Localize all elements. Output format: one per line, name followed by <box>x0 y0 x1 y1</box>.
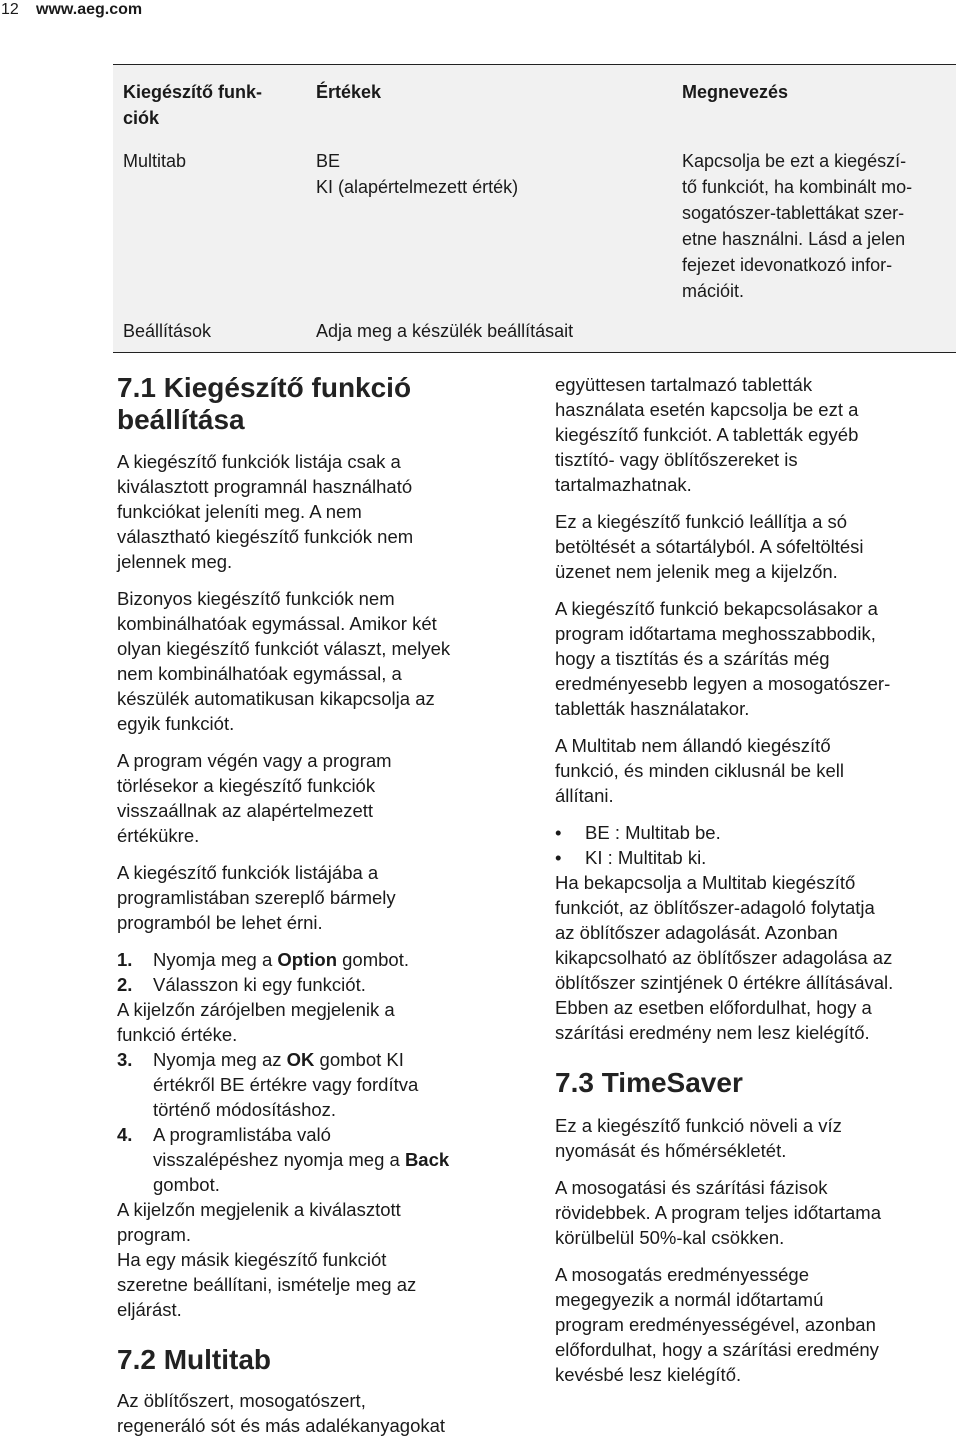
table-row-settings-value: Adja meg a készülék beállításait <box>316 321 574 341</box>
paragraph: A kiegészítő funkció bekapcsolásakor a program időtartama meghosszabbodik, hogy a tisztítás és a szárítás még eredményesebb legyen a mosogatószer- tabletták használatakor. <box>555 598 891 719</box>
bullet-icon: • <box>555 822 562 843</box>
step-4-note: A kijelzőn megjelenik a kiválasztott program. Ha egy másik kiegészítő funkciót szeretne beállítani, ismételje meg az eljárást. <box>117 1199 417 1320</box>
steps-list <box>117 947 517 1322</box>
section-heading-7-1: 7.1 Kiegészítő funkció beállítása <box>117 372 412 435</box>
table-row-multitab-description: Kapcsolja be ezt a kiegészí- tő funkciót, ha kombinált mo- sogatószer-tablettákat szer- etne használni. Lásd a jelen fejezet idevonatkozó infor- mációit. <box>682 151 913 301</box>
paragraph: A mosogatási és szárítási fázisok rövidebbek. A program teljes időtartama körülbelül 50%-kal csökken. <box>555 1177 881 1248</box>
right-column <box>555 372 960 1387</box>
functions-table <box>113 64 956 353</box>
paragraph: A mosogatás eredményessége megegyezik a normál időtartamú program eredményességével, azonban előfordulhat, hogy a szárítási eredmény kevésbé lesz kielégítő. <box>555 1264 879 1385</box>
page-number: 12 <box>1 1 19 18</box>
paragraph: A kiegészítő funkciók listájába a programlistában szereplő bármely programból be lehet érni. <box>117 862 396 933</box>
step-3: 3. Nyomja meg az OK gombot KI értékről BE értékre vagy fordítva történő módosításhoz. <box>117 1049 419 1120</box>
list-item: • BE : Multitab be. <box>555 822 721 843</box>
table-header-functions: Kiegészítő funk- ciók <box>123 82 263 128</box>
section-heading-7-3: 7.3 TimeSaver <box>555 1067 743 1098</box>
page-header <box>0 0 960 22</box>
paragraph: A program végén vagy a program törlésekor a kiegészítő funkciók visszaállnak az alapértelmezett értékükre. <box>117 750 392 846</box>
step-2-note: A kijelzőn zárójelben megjelenik a funkció értéke. <box>117 999 395 1045</box>
list-item: • KI : Multitab ki. <box>555 847 707 868</box>
bullet-icon: • <box>555 847 562 868</box>
paragraph: együttesen tartalmazó tabletták használata esetén kapcsolja be ezt a kiegészítő funkciót. A tabletták egyéb tisztító- vagy öblítőszereket is tartalmazhatnak. <box>555 374 859 495</box>
left-column <box>117 372 517 1438</box>
table-header-description: Megnevezés <box>682 82 789 102</box>
table-header-values: Értékek <box>316 82 382 102</box>
website-link[interactable]: www.aeg.com <box>36 1 143 18</box>
step-2: 2. Válasszon ki egy funkciót. <box>117 974 366 995</box>
paragraph: A kiegészítő funkciók listája csak a kiválasztott programnál használható funkciókat jeleníti meg. A nem választható kiegészítő funkciók nem jelennek meg. <box>117 451 414 572</box>
table-row-settings-name: Beállítások <box>123 321 212 341</box>
paragraph: Bizonyos kiegészítő funkciók nem kombinálhatóak egymással. Amikor két olyan kiegészítő funkciót választ, melyek nem kombinálhatóak egymással, a készülék automatikusan kikapcsolja az egyik funkciót. <box>117 588 451 734</box>
step-4: 4. A programlistába való visszalépéshez nyomja meg a Back gombot. <box>117 1124 450 1195</box>
step-1: 1. Nyomja meg a Option gombot. <box>117 949 409 970</box>
paragraph: Az öblítőszert, mosogatószert, regeneráló sót és más adalékanyagokat <box>117 1390 446 1436</box>
table-row-multitab-values: BE KI (alapértelmezett érték) <box>316 151 519 197</box>
bullet-list <box>555 820 960 870</box>
paragraph: A Multitab nem állandó kiegészítő funkció, és minden ciklusnál be kell állítani. <box>555 735 844 806</box>
section-heading-7-2: 7.2 Multitab <box>117 1344 272 1375</box>
table-row-multitab-name: Multitab <box>123 151 187 171</box>
paragraph: Ez a kiegészítő funkció leállítja a só betöltését a sótartályból. A sófeltöltési üzenet nem jelenik meg a kijelzőn. <box>555 511 864 582</box>
paragraph: Ez a kiegészítő funkció növeli a víz nyomását és hőmérsékletét. <box>555 1115 842 1161</box>
paragraph: Ha bekapcsolja a Multitab kiegészítő funkciót, az öblítőszer-adagoló folytatja az öblítőszer adagolását. Azonban kikapcsolható az öblítőszer adagolása az öblítőszer szintjének 0 értékre állításával. Ebben az esetben előfordulhat, hogy a szárítási eredmény nem lesz kielégítő. <box>555 872 894 1043</box>
